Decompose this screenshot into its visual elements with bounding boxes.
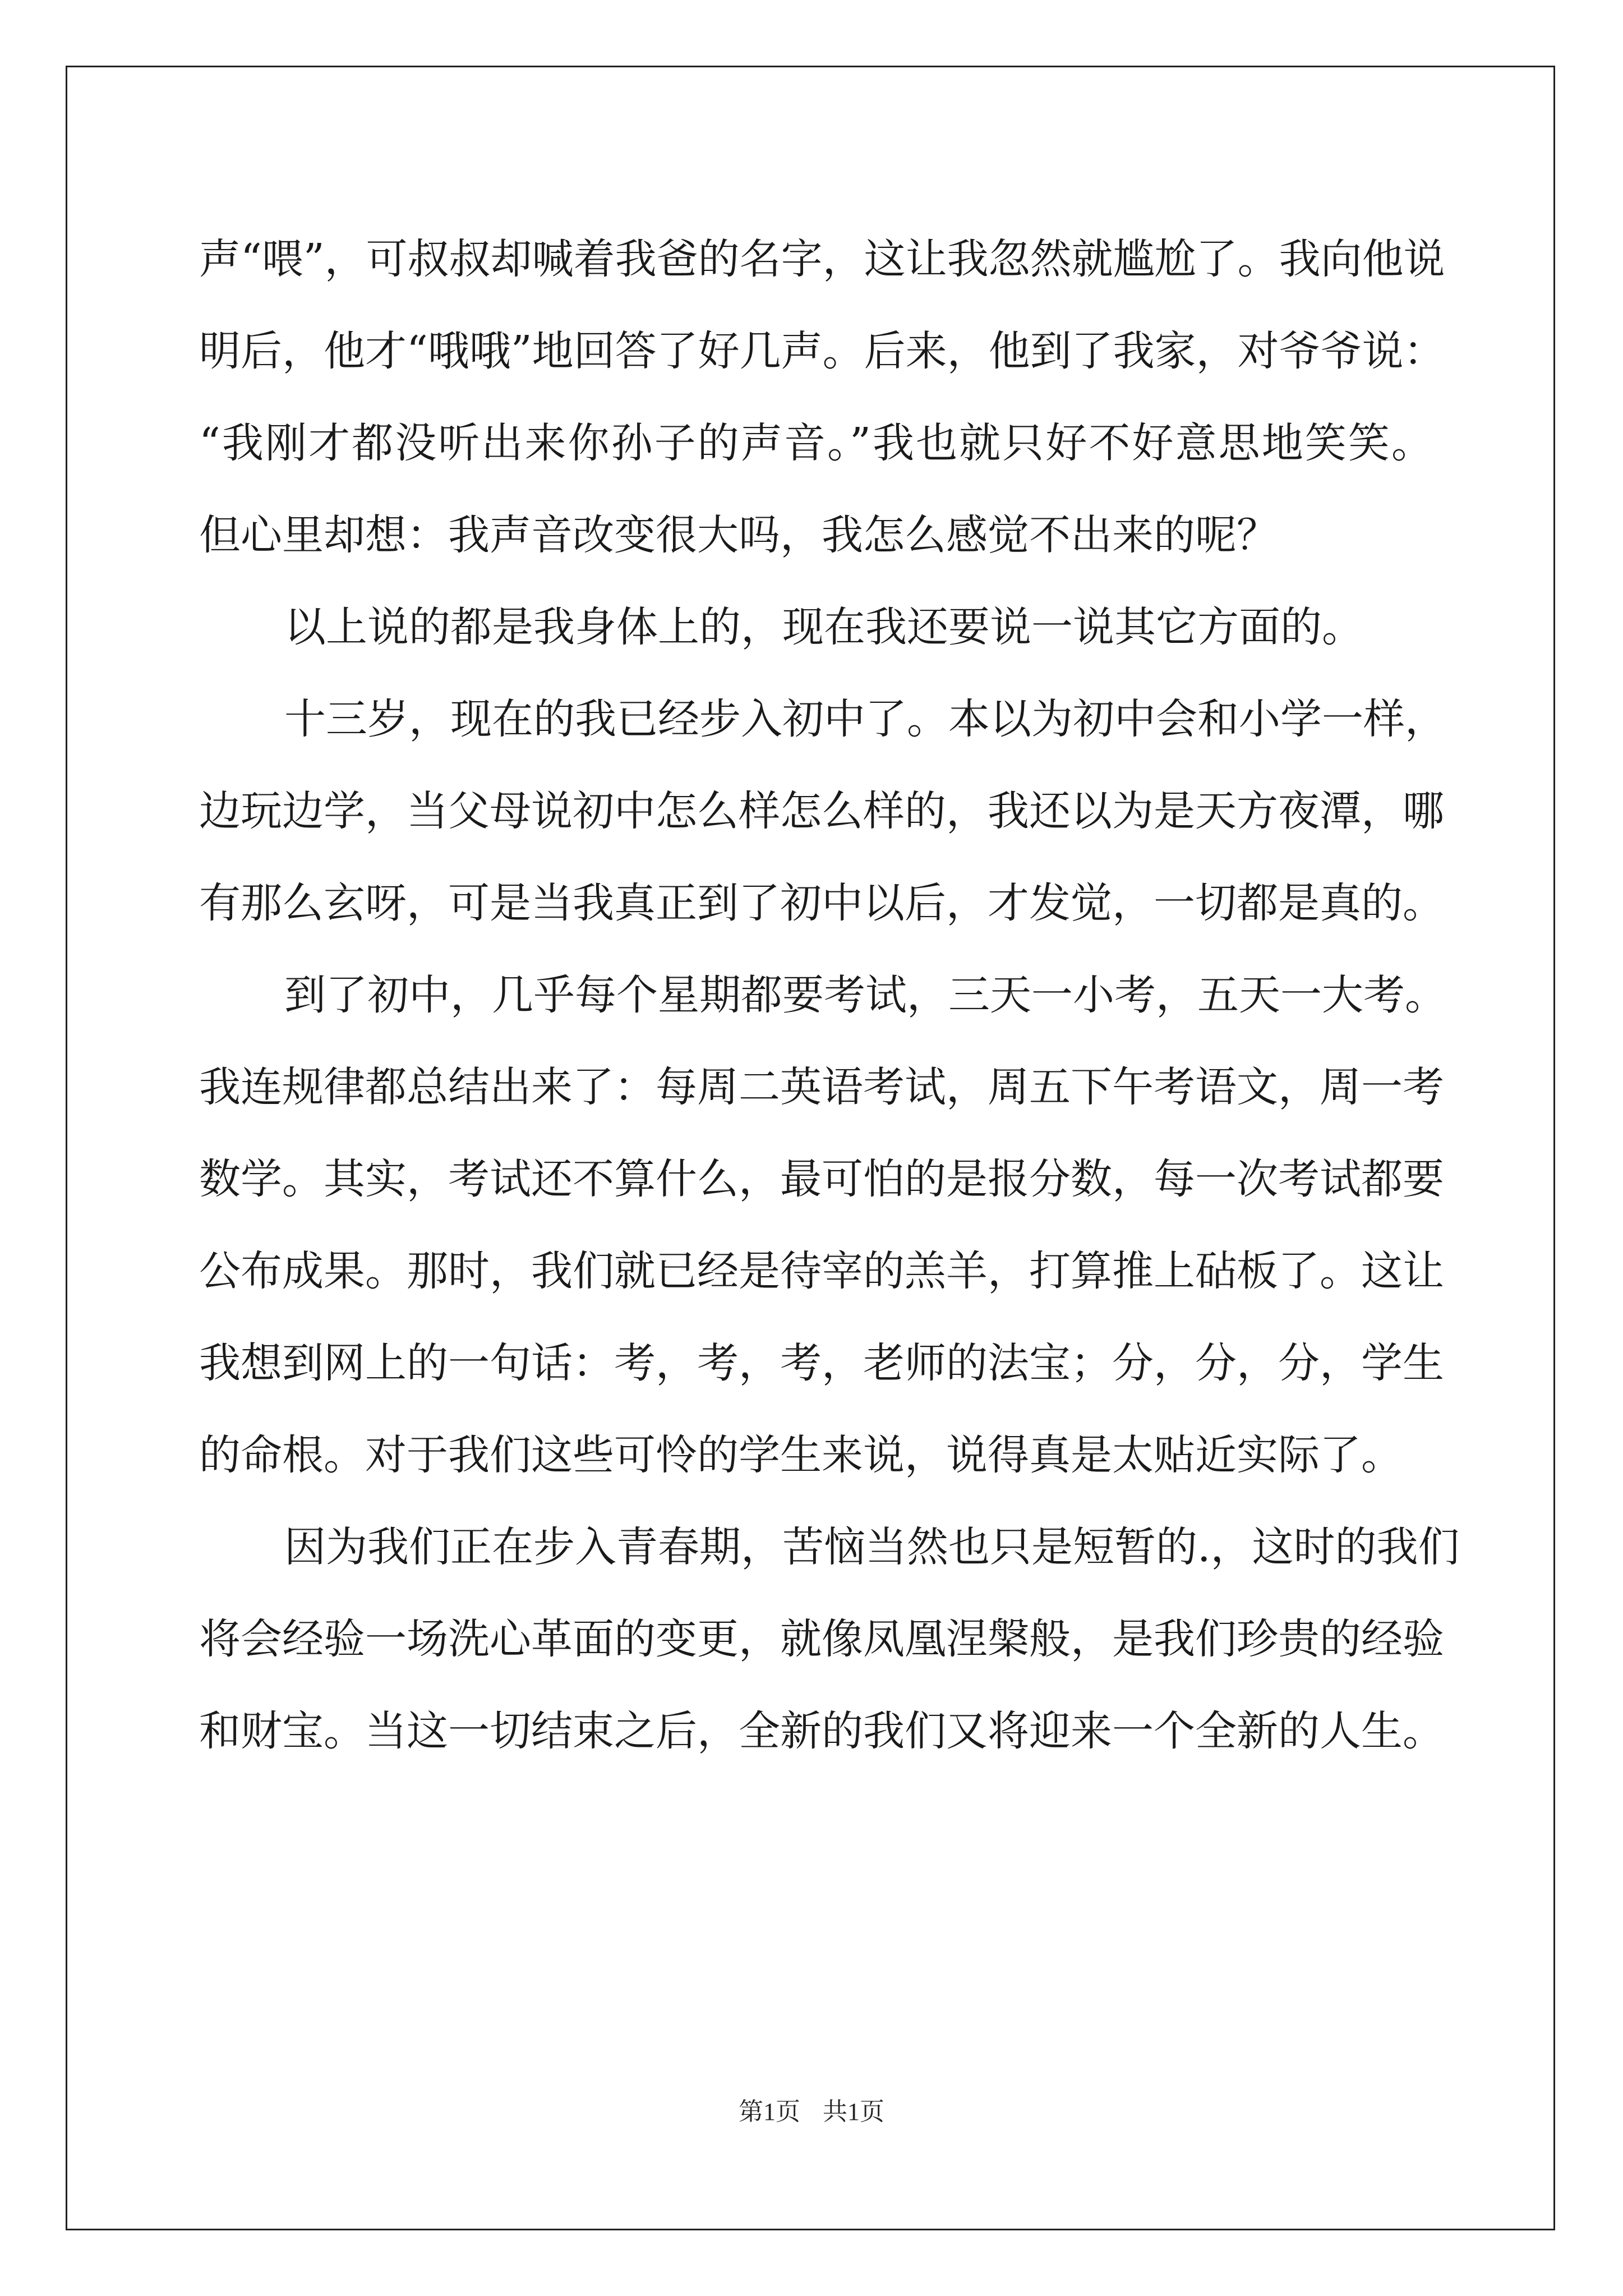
body-line: 和财宝。当这一切结束之后，全新的我们又将迎来一个全新的人生。 — [199, 1707, 1444, 1755]
document-body — [199, 213, 1460, 1777]
body-line: 十三岁，现在的我已经步入初中了。本以为初中会和小学一样， — [284, 695, 1446, 743]
body-line: 数学。其实，考试还不算什么，最可怕的是报分数，每一次考试都要 — [199, 1155, 1444, 1203]
body-line: “我刚才都没听出来你孙子的声音。”我也就只好不好意思地笑笑。 — [199, 419, 1433, 467]
body-line: 将会经验一场洗心革面的变更，就像凤凰涅槃般，是我们珍贵的经验 — [199, 1615, 1444, 1663]
body-line: 以上说的都是我身体上的，现在我还要说一说其它方面的。 — [284, 603, 1363, 651]
body-line: 因为我们正在步入青春期，苦恼当然也只是短暂的.，这时的我们 — [284, 1523, 1460, 1571]
body-line: 有那么玄呀，可是当我真正到了初中以后，才发觉，一切都是真的。 — [199, 879, 1444, 927]
body-line: 明后，他才“哦哦”地回答了好几声。后来，他到了我家，对爷爷说： — [199, 327, 1445, 375]
body-line: 边玩边学，当父母说初中怎么样怎么样的，我还以为是天方夜潭，哪 — [199, 787, 1444, 835]
body-line: 我连规律都总结出来了：每周二英语考试，周五下午考语文，周一考 — [199, 1063, 1444, 1111]
page-footer — [0, 2095, 1623, 2129]
body-line: 但心里却想：我声音改变很大吗，我怎么感觉不出来的呢？ — [199, 511, 1278, 559]
page-total: 共1页 — [823, 2098, 884, 2125]
body-line: 公布成果。那时，我们就已经是待宰的羔羊，打算推上砧板了。这让 — [199, 1247, 1444, 1295]
body-line: 我想到网上的一句话：考，考，考，老师的法宝；分，分，分，学生 — [199, 1339, 1444, 1387]
body-line: 到了初中，几乎每个星期都要考试，三天一小考，五天一大考。 — [284, 971, 1446, 1019]
page-number: 第1页 — [739, 2098, 800, 2125]
body-line: 的命根。对于我们这些可怜的学生来说，说得真是太贴近实际了。 — [199, 1431, 1403, 1479]
body-line: 声“喂”，可叔叔却喊着我爸的名字，这让我忽然就尴尬了。我向他说 — [199, 235, 1445, 283]
